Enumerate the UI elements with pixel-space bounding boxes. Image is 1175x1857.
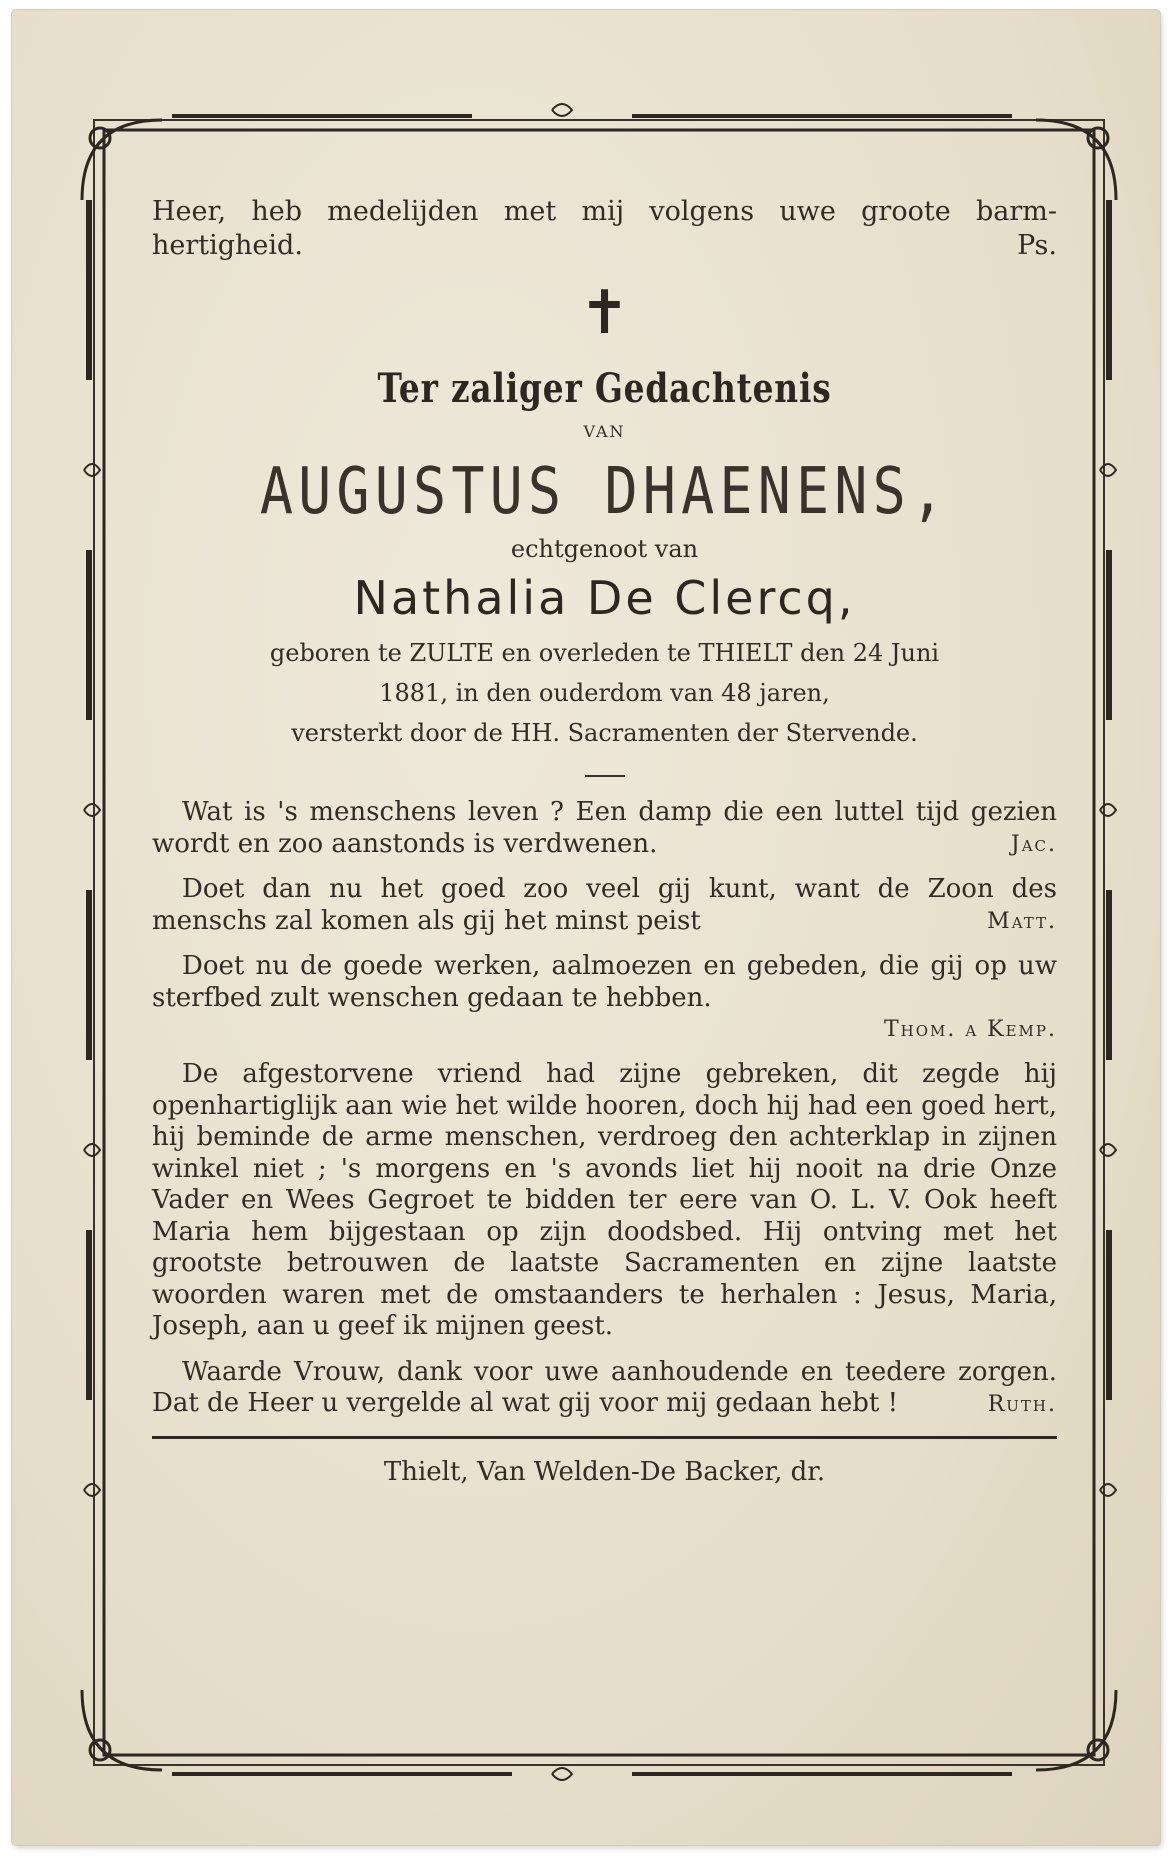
cross-icon: ✝ bbox=[579, 278, 630, 348]
quote-source: Jac. bbox=[1010, 832, 1057, 857]
bottom-rule bbox=[152, 1436, 1057, 1439]
bio-line-3: versterkt door de HH. Sacramenten der Stervende. bbox=[291, 719, 918, 747]
epigraph-line-2 bbox=[152, 229, 1057, 263]
quote-source: Thom. a Kemp. bbox=[883, 1017, 1057, 1042]
epigraph-line: Heer, heb medelijden met mij volgens uwe groote barm- bbox=[152, 196, 1057, 227]
spouse-label: echtgenoot van bbox=[510, 535, 699, 563]
memorial-heading: Ter zaliger Gedachtenis bbox=[377, 365, 832, 412]
epigraph bbox=[152, 195, 1057, 263]
separator-dash bbox=[585, 775, 625, 777]
quote-source: Matt. bbox=[987, 909, 1057, 934]
quote-block-2 bbox=[152, 874, 1057, 937]
spouse-name: Nathalia De Clercq, bbox=[353, 571, 856, 625]
quote-text: Doet nu de goede werken, aalmoezen en gebeden, die gij op uw sterfbed zult wenschen gedaan te hebben. bbox=[152, 951, 1057, 1013]
bio-line-1: geboren te ZULTE en overleden te THIELT den 24 Juni bbox=[269, 639, 940, 667]
farewell-text: Waarde Vrouw, dank voor uwe aanhoudende en teedere zorgen. Dat de Heer u vergelde al wat gij voor mij gedaan hebt ! bbox=[152, 1356, 1057, 1418]
bio-line-2: 1881, in den ouderdom van 48 jaren, bbox=[379, 679, 830, 707]
biography bbox=[152, 633, 1057, 753]
farewell-block bbox=[152, 1357, 1057, 1420]
quote-text: Doet dan nu het goed zoo veel gij kunt, want de Zoon des menschs zal komen als gij het minst peist bbox=[152, 874, 1057, 936]
farewell-source: Ruth. bbox=[987, 1391, 1057, 1417]
quote-block-1 bbox=[152, 797, 1057, 860]
quote-text: Wat is 's menschens leven ? Een damp die een luttel tijd gezien wordt en zoo aanstonds is verdwenen. bbox=[152, 797, 1057, 859]
card-content bbox=[152, 195, 1057, 1487]
memorial-card bbox=[12, 10, 1160, 1845]
testimony-text: De afgestorvene vriend had zijne gebreken, dit zegde hij openhartiglijk aan wie het wilde hooren, doch hij had een goed hert, hij beminde de arme menschen, verdroeg den achterklap in zijnen winkel niet ; 's morgens en 's avonds liet hij nooit na drie Onze Vader en Wees Gegroet te bidden ter eere van O. L. V. Ook heeft Maria hem bijgestaan op zijn doodsbed. Hij ontving met het grootste betrouwen de laatste Sacramenten en zijne laatste woorden waren met de omstaanders te herhalen : Jesus, Maria, Joseph, aan u geef ik mijnen geest. bbox=[152, 1059, 1057, 1341]
printer-imprint: Thielt, Van Welden-De Backer, dr. bbox=[383, 1456, 826, 1487]
epigraph-text-end: hertigheid. bbox=[152, 230, 303, 261]
quote-block-3 bbox=[152, 951, 1057, 1045]
epigraph-source: Ps. bbox=[1017, 230, 1057, 261]
deceased-name: AUGUSTUS DHAENENS, bbox=[259, 455, 950, 529]
testimony-paragraph bbox=[152, 1059, 1057, 1343]
van-label: VAN bbox=[583, 422, 626, 441]
